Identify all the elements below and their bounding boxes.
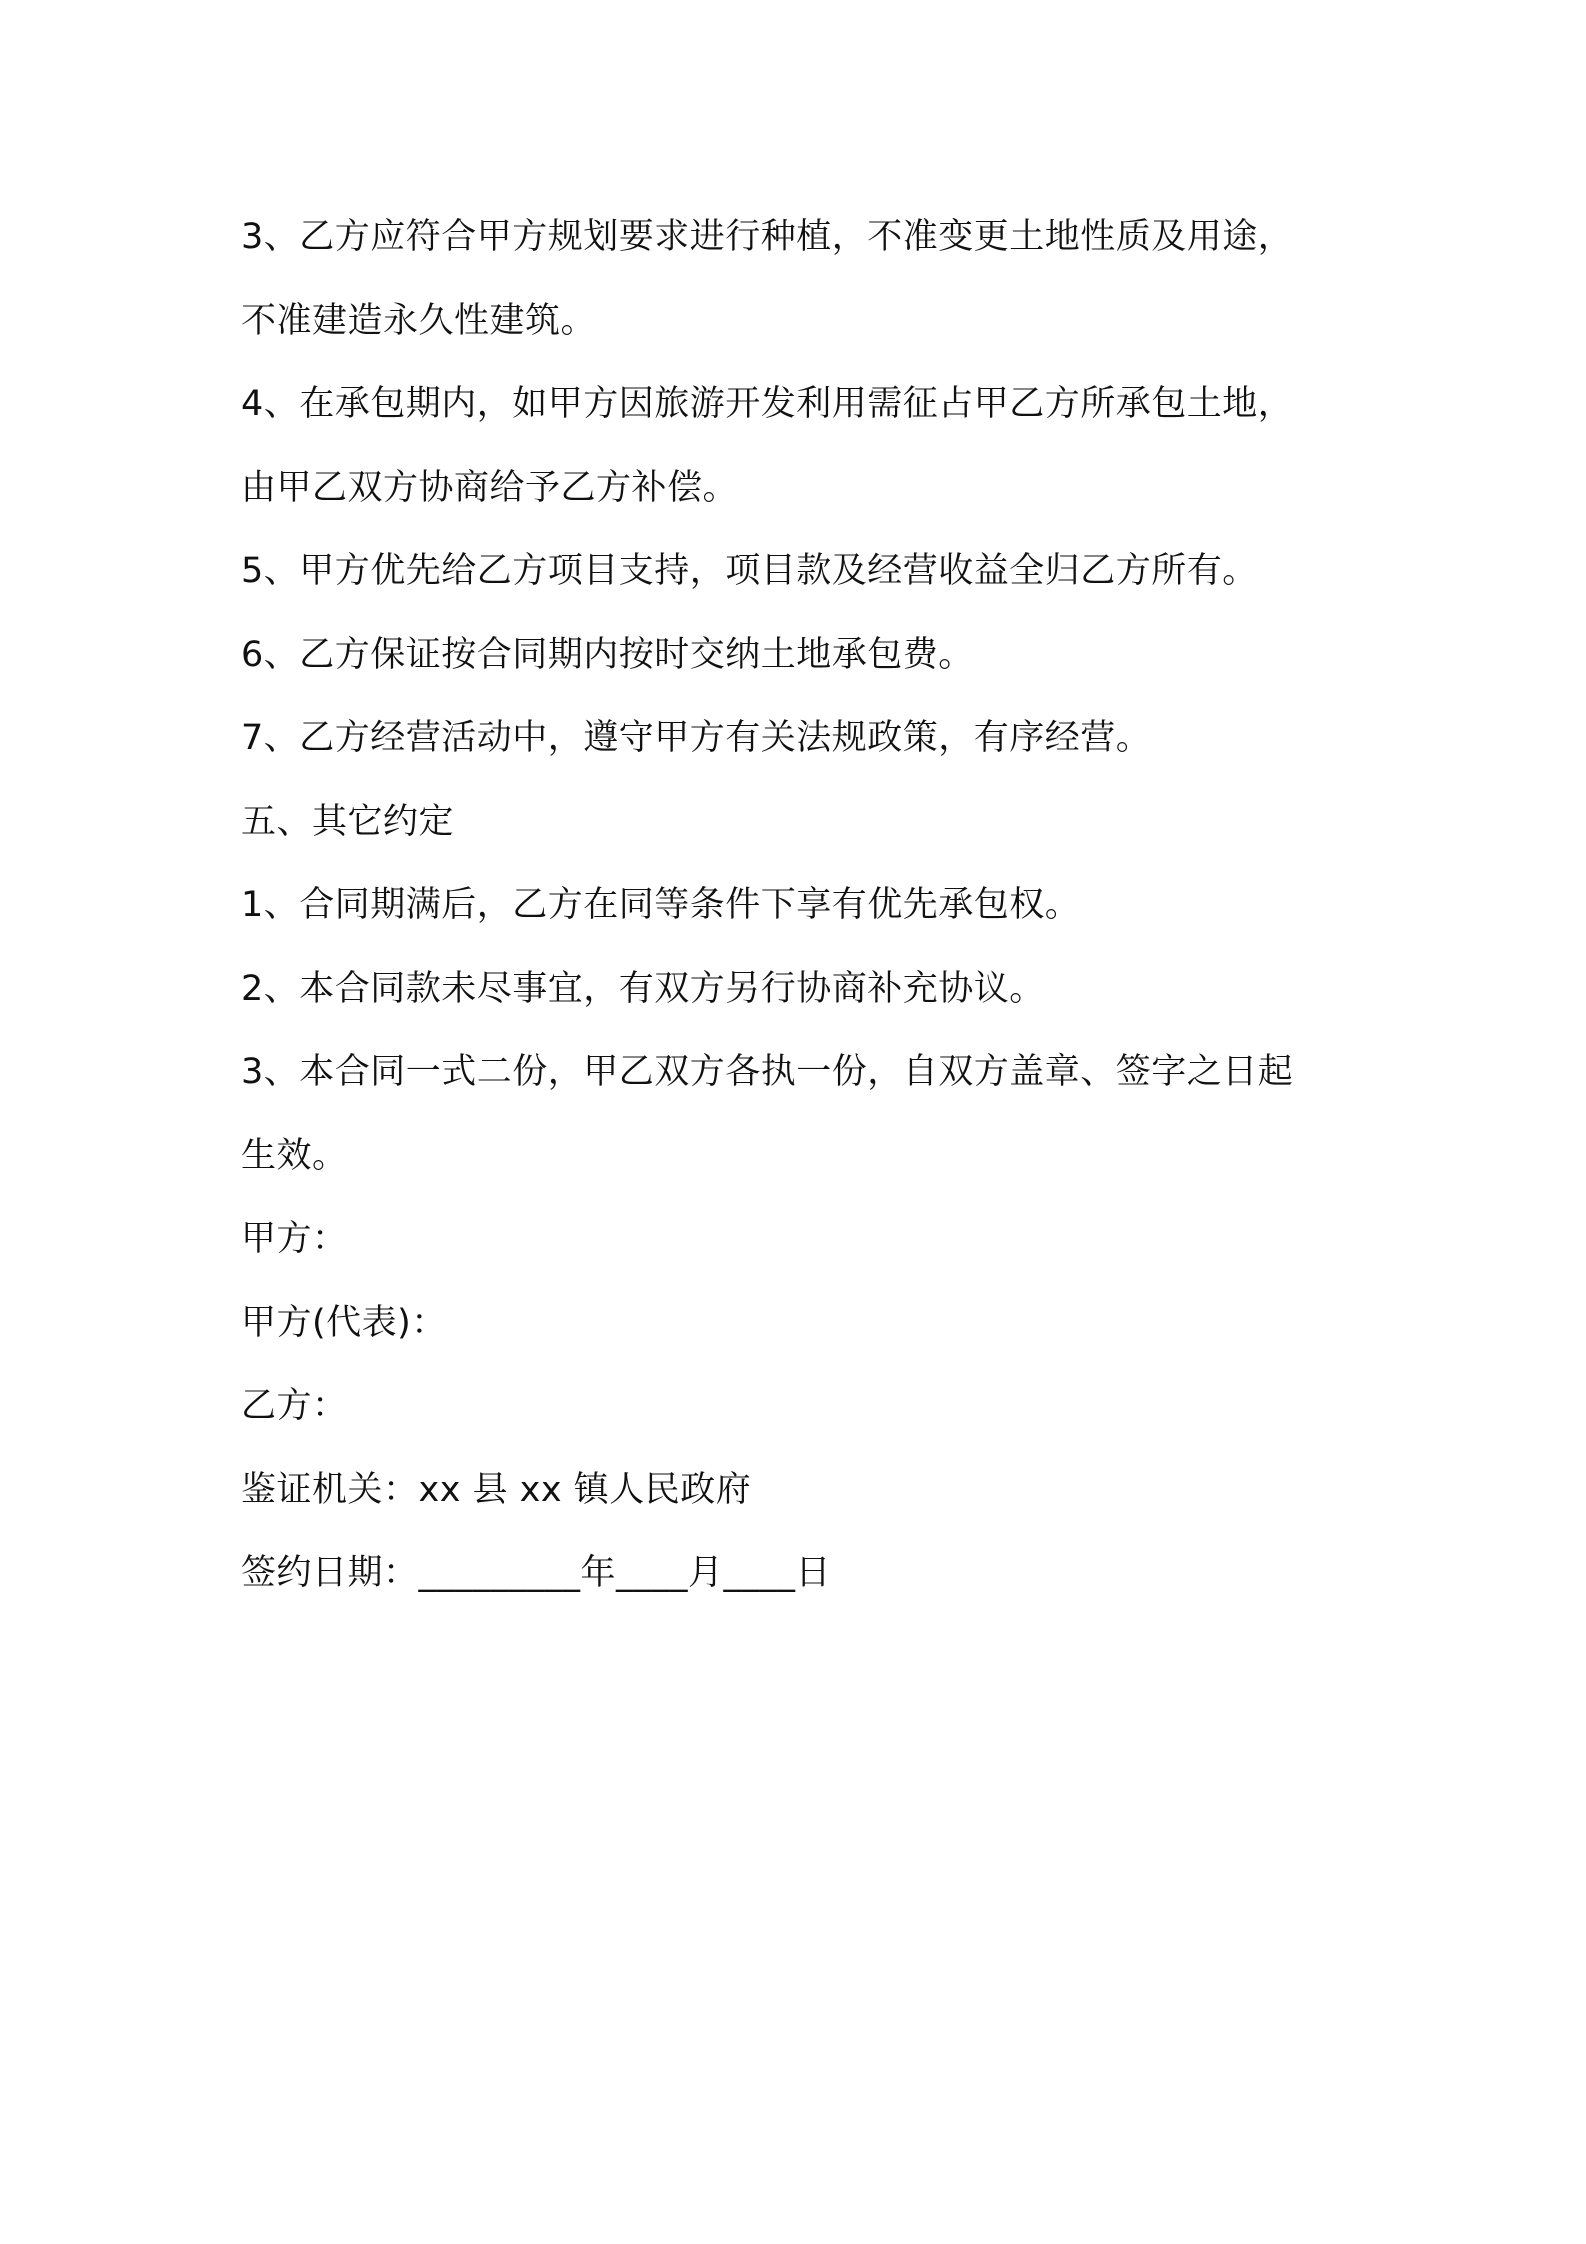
party-a-signature: 甲方：	[241, 1219, 348, 1259]
clause-5-3-line-2: 生效。	[241, 1135, 348, 1176]
party-a-representative-signature: 甲方(代表)：	[241, 1302, 447, 1343]
clause-4-3-line-1: 3、乙方应符合甲方规划要求进行种植，不准变更土地性质及用途，	[241, 217, 1294, 257]
party-b-signature: 乙方：	[241, 1386, 348, 1426]
clause-4-5: 5、甲方优先给乙方项目支持，项目款及经营收益全归乙方所有。	[241, 551, 1258, 591]
clause-5-2: 2、本合同款未尽事宜，有双方另行协商补充协议。	[241, 968, 1045, 1009]
clause-4-4-line-2: 由甲乙双方协商给予乙方补偿。	[241, 467, 739, 508]
document-body	[241, 196, 1361, 1616]
clause-5-1: 1、合同期满后，乙方在同等条件下享有优先承包权。	[241, 885, 1081, 925]
signing-date: 签约日期：_________年____月____日	[241, 1553, 832, 1593]
certifying-authority: 鉴证机关：xx 县 xx 镇人民政府	[241, 1469, 752, 1510]
clause-5-3-line-1: 3、本合同一式二份，甲乙双方各执一份，自双方盖章、签字之日起	[241, 1052, 1294, 1092]
clause-4-6: 6、乙方保证按合同期内按时交纳土地承包费。	[241, 634, 974, 675]
clause-4-7: 7、乙方经营活动中，遵守甲方有关法规政策，有序经营。	[241, 718, 1152, 758]
clause-4-3-line-2: 不准建造永久性建筑。	[241, 300, 597, 341]
clause-4-4-line-1: 4、在承包期内，如甲方因旅游开发利用需征占甲乙方所承包土地，	[241, 384, 1294, 424]
section-5-heading: 五、其它约定	[241, 801, 455, 842]
